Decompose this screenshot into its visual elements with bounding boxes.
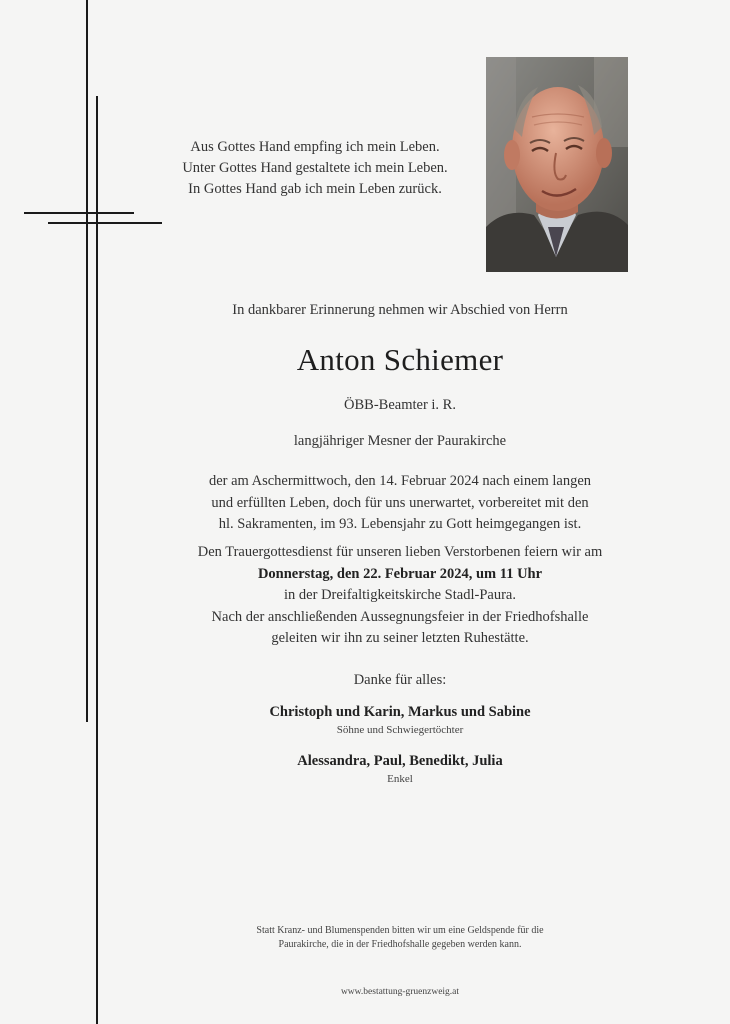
cross-horizontal-upper [24,212,134,214]
death-notice-line: und erfüllten Leben, doch für uns unerwartet, vorbereitet mit den [211,494,589,511]
funeral-service [100,542,700,650]
death-notice-line: der am Aschermittwoch, den 14. Februar 2024 nach einem langen [208,473,592,489]
quote-line: Aus Gottes Hand empfing ich mein Leben. [190,139,440,155]
death-notice-line: hl. Sakramenten, im 93. Lebensjahr zu Gott heimgegangen ist. [218,516,582,532]
service-date: Donnerstag, den 22. Februar 2024, um 11 Uhr [257,565,543,582]
cross-horizontal-lower [48,222,162,224]
note-line: Statt Kranz- und Blumenspenden bitten wir um eine Geldspende für die [256,925,544,936]
service-line: Den Trauergottesdienst für unseren lieben Verstorbenen feiern wir am [197,544,603,560]
family-relation: Söhne und Schwiegertöchter [336,724,464,736]
death-notice [100,471,700,536]
family-names: Christoph und Karin, Markus und Sabine [269,704,531,720]
quote-line: Unter Gottes Hand gestaltete ich mein Leben. [182,160,448,176]
family-group [100,753,700,785]
website-footer: www.bestattung-gruenzweig.at [340,987,460,997]
thanks-text: Danke für alles: [353,672,447,688]
service-line: Nach der anschließenden Aussegnungsfeier in der Friedhofshalle [211,608,589,625]
cross-vertical-right [96,96,98,1024]
donation-note [100,924,700,952]
family-group [100,704,700,736]
service-line: in der Dreifaltigkeitskirche Stadl-Paura. [284,587,516,603]
deceased-name: Anton Schiemer [296,342,504,377]
quote-line: In Gottes Hand gab ich mein Leben zurück. [188,181,442,197]
cross-vertical-left [86,0,88,722]
role-text: langjähriger Mesner der Paurakirche [293,433,507,449]
bible-quote [150,137,480,200]
family-names: Alessandra, Paul, Benedikt, Julia [297,753,503,769]
role-text: ÖBB-Beamter i. R. [344,397,456,413]
note-line: Paurakirche, die in der Friedhofshalle gegeben werden kann. [278,939,522,950]
family-relation: Enkel [387,773,413,785]
service-line: geleiten wir ihn zu seiner letzten Ruhestätte. [271,630,529,646]
portrait-photo [486,57,628,272]
intro-text: In dankbarer Erinnerung nehmen wir Abschied von Herrn [232,302,568,318]
